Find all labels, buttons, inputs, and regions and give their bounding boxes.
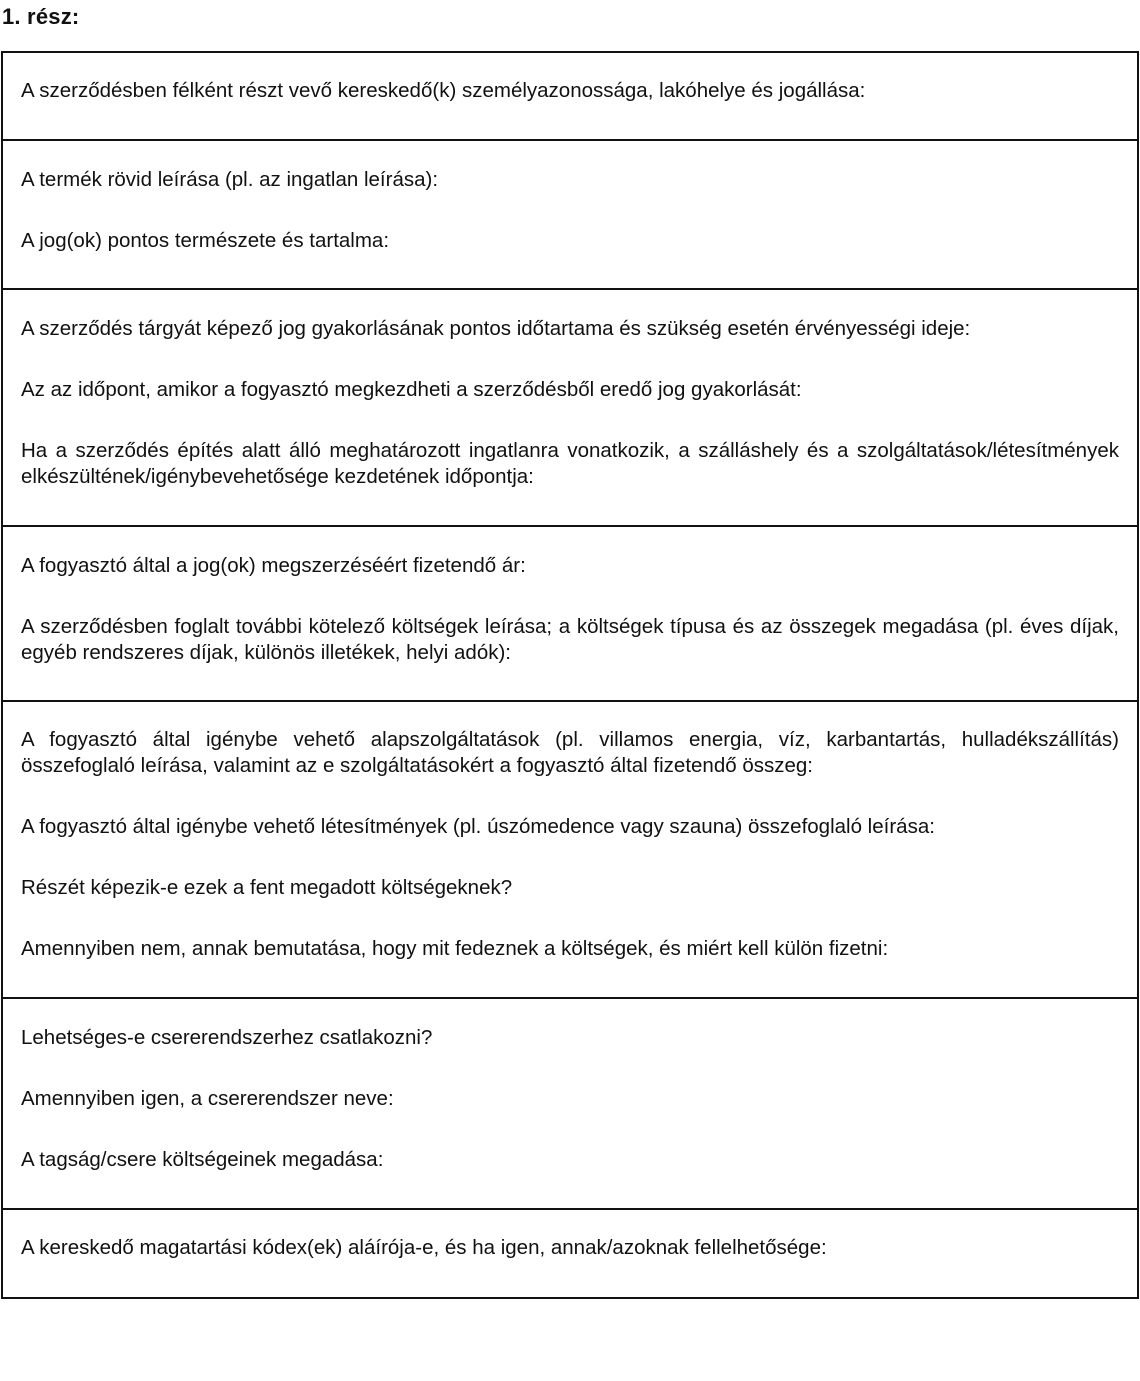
exchange-possible-field: Lehetséges-e csererendszerhez csatlakozni? — [21, 1026, 433, 1049]
exchange-name-field: Amennyiben igen, a csererendszer neve: — [21, 1087, 394, 1110]
basic-services-field: A fogyasztó által igénybe vehető alapszolgáltatások (pl. villamos energia, víz, karbantartás, hulladékszállítás) összefoglaló leírása, valamint az e szolgáltatásokért a fogyasztó által fizetendő összeg: — [21, 728, 1119, 777]
product-description-section — [3, 139, 1137, 288]
trader-identity-section — [3, 53, 1137, 139]
start-date-field: Az az időpont, amikor a fogyasztó megkezdheti a szerződésből eredő jog gyakorlását: — [21, 378, 802, 401]
included-in-costs-field: Részét képezik-e ezek a fent megadott költségeknek? — [21, 876, 513, 899]
information-form-table — [1, 51, 1139, 1299]
trader-identity-field: A szerződésben félként részt vevő kereskedő(k) személyazonossága, lakóhelye és jogállása: — [21, 79, 866, 102]
rights-nature-field: A jog(ok) pontos természete és tartalma: — [21, 229, 390, 252]
separate-payment-field: Amennyiben nem, annak bemutatása, hogy mit fedeznek a költségek, és miért kell külön fizetni: — [21, 937, 889, 960]
right-duration-field: A szerződés tárgyát képező jog gyakorlásának pontos időtartama és szükség esetén érvényességi ideje: — [21, 317, 971, 340]
part-heading: 1. rész: — [2, 4, 80, 29]
exchange-system-section — [3, 997, 1137, 1208]
construction-completion-field: Ha a szerződés építés alatt álló meghatározott ingatlanra vonatkozik, a szálláshely és a szolgáltatások/létesítmények elkészültének/igénybevehetősége kezdetének időpontja: — [21, 439, 1119, 488]
code-of-conduct-field: A kereskedő magatartási kódex(ek) aláírója-e, és ha igen, annak/azoknak fellelhetősége: — [21, 1236, 827, 1259]
code-of-conduct-section — [3, 1208, 1137, 1297]
membership-costs-field: A tagság/csere költségeinek megadása: — [21, 1148, 384, 1171]
product-description-field: A termék rövid leírása (pl. az ingatlan leírása): — [21, 168, 439, 191]
facilities-field: A fogyasztó által igénybe vehető létesítmények (pl. úszómedence vagy szauna) összefoglaló leírása: — [21, 815, 935, 838]
services-section — [3, 700, 1137, 997]
price-field: A fogyasztó által a jog(ok) megszerzéséért fizetendő ár: — [21, 554, 526, 577]
price-section — [3, 525, 1137, 700]
duration-section — [3, 288, 1137, 525]
additional-costs-field: A szerződésben foglalt további kötelező költségek leírása; a költségek típusa és az összegek megadása (pl. éves díjak, egyéb rendszeres díjak, különös illetékek, helyi adók): — [21, 615, 1119, 664]
